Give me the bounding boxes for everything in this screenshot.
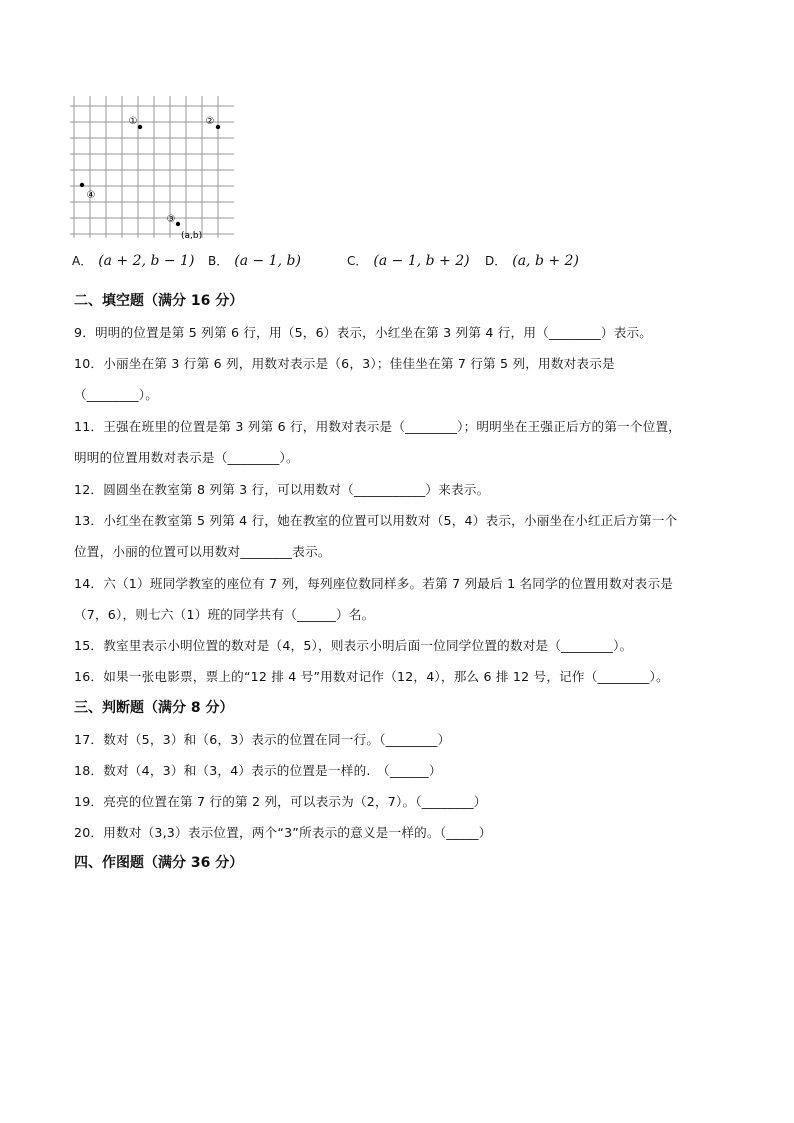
section-heading-fill-blank: 二、填空题（满分 16 分）: [74, 293, 244, 309]
question-12: 12．圆圆坐在教室第 8 列第 3 行，可以用数对（___________）来表示。: [74, 482, 490, 497]
label-circled-1: ①: [128, 116, 138, 127]
option-a-letter: A．: [72, 254, 93, 268]
point-1-dot: [138, 125, 142, 129]
label-circled-2: ②: [205, 116, 215, 127]
question-14-line-1: 14．六（1）班同学教室的座位有 7 列，每列座位数同样多。若第 7 列最后 1 名同学的位置用数对表示是: [74, 576, 674, 591]
label-circled-3: ③: [166, 214, 176, 225]
option-a-expression: (a + 2, b − 1): [98, 253, 195, 269]
point-ab-dot: [176, 222, 180, 226]
option-b-letter: B．: [208, 254, 229, 268]
label-circled-4: ④: [86, 190, 96, 201]
question-9: 9．明明的位置是第 5 列第 6 行，用（5，6）表示，小红坐在第 3 列第 4 行，用（________）表示。: [74, 325, 653, 340]
question-18: 18．数对（4，3）和（3，4）表示的位置是一样的. （______）: [74, 763, 442, 778]
option-c[interactable]: [347, 252, 470, 269]
option-d[interactable]: [485, 252, 579, 269]
question-20: 20．用数对（3,3）表示位置，两个“3”所表示的意义是一样的。（_____）: [74, 825, 492, 840]
point-2-dot: [216, 125, 220, 129]
coordinate-grid-figure: [70, 96, 236, 242]
option-b[interactable]: [208, 252, 301, 269]
label-point-ab: (a,b): [181, 231, 203, 241]
question-16: 16．如果一张电影票，票上的“12 排 4 号”用数对记作（12，4），那么 6 排 12 号，记作（________）。: [74, 669, 669, 684]
question-10-line-1: 10．小丽坐在第 3 行第 6 列，用数对表示是（6，3）；佳佳坐在第 7 行第 5 列，用数对表示是: [74, 356, 615, 371]
option-c-expression: (a − 1, b + 2): [373, 253, 470, 269]
question-17: 17．数对（5，3）和（6，3）表示的位置在同一行。（________）: [74, 732, 451, 747]
option-a[interactable]: [72, 252, 194, 269]
question-13-line-1: 13．小红坐在教室第 5 列第 4 行，她在教室的位置可以用数对（5，4）表示，小丽坐在小红正后方第一个: [74, 513, 678, 528]
question-10-line-2: （________）。: [74, 387, 159, 402]
question-11-line-2: 明明的位置用数对表示是（________）。: [74, 450, 299, 465]
question-14-line-2: （7，6），则七六（1）班的同学共有（______）名。: [74, 607, 375, 622]
question-13-line-2: 位置，小丽的位置可以用数对________表示。: [74, 544, 331, 559]
point-4-dot: [80, 183, 84, 187]
option-b-expression: (a − 1, b): [234, 253, 301, 269]
section-heading-true-false: 三、判断题（满分 8 分）: [74, 700, 234, 716]
option-d-letter: D．: [485, 254, 507, 268]
section-heading-drawing: 四、作图题（满分 36 分）: [74, 855, 244, 871]
option-d-expression: (a, b + 2): [512, 253, 579, 269]
question-11-line-1: 11．王强在班里的位置是第 3 列第 6 行，用数对表示是（________）；明明坐在王强正后方的第一个位置，: [74, 419, 682, 434]
answer-options: [72, 252, 692, 276]
question-15: 15．教室里表示小明位置的数对是（4，5），则表示小明后面一位同学位置的数对是（________）。: [74, 638, 633, 653]
question-19: 19．亮亮的位置在第 7 行的第 2 列，可以表示为（2，7）。（________）: [74, 794, 487, 809]
option-c-letter: C．: [347, 254, 368, 268]
